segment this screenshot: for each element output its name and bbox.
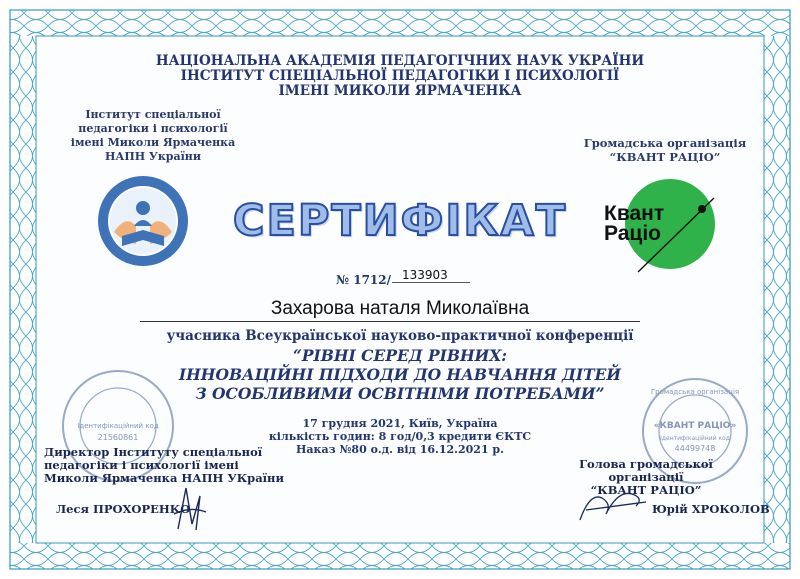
- institute-emblem-icon: [96, 174, 190, 268]
- right-organization: [560, 136, 770, 164]
- recipient-name: Захарова наталя Миколаївна: [270, 298, 530, 319]
- right-stamp-label: Ідентифікаційний код: [660, 435, 730, 442]
- certificate-number-prefix: № 1712/: [336, 273, 392, 287]
- right-org-line-2: “КВАНТ РАЦІО”: [609, 150, 721, 164]
- right-signature-icon: [576, 484, 650, 524]
- conference-line-3: З ОСОБЛИВИМИ ОСВІТНІМИ ПОТРЕБАМИ”: [195, 384, 605, 403]
- left-signatory-line-2: педагогіки і психології імені: [44, 458, 239, 472]
- right-signatory-name: Юрій ХРОКОЛОВ: [652, 502, 770, 516]
- left-signatory-title: [44, 446, 304, 485]
- certificate-title: СЕРТИФІКАТ: [232, 196, 568, 246]
- header-line-2: ІНСТИТУТ СПЕЦІАЛЬНОЇ ПЕДАГОГІКИ І ПСИХОЛОГІЇ: [180, 68, 620, 84]
- left-org-line-4: НАПН України: [104, 150, 202, 163]
- conference-title: [110, 346, 690, 403]
- conference-line-2: ІННОВАЦІЙНІ ПІДХОДИ ДО НАВЧАННЯ ДІТЕЙ: [178, 365, 622, 384]
- right-stamp-name: «КВАНТ РАЦІО»: [653, 421, 737, 431]
- header-line-1: НАЦІОНАЛЬНА АКАДЕМІЯ ПЕДАГОГІЧНИХ НАУК УКРАЇНИ: [155, 53, 645, 69]
- right-org-line-1: Громадська організація: [583, 136, 747, 150]
- left-org-line-1: Інститут спеціальної: [85, 108, 221, 121]
- event-hours: кількість годин: 8 год/0,3 кредити ЄКТС: [268, 430, 532, 443]
- left-signatory-line-3: Миколи Ярмаченка НАПН УКраїни: [44, 471, 284, 485]
- left-signatory-name: Леся ПРОХОРЕНКО: [56, 502, 191, 516]
- left-org-line-3: імені Миколи Ярмаченка: [70, 136, 236, 149]
- event-order: Наказ №80 о.д. від 16.12.2021 р.: [296, 443, 504, 456]
- right-stamp-top: Громадська організація: [650, 388, 740, 396]
- right-signatory-line-2: “КВАНТ РАЦІО”: [590, 483, 702, 497]
- conference-line-1: “РІВНІ СЕРЕД РІВНИХ:: [292, 346, 508, 365]
- participant-subtitle: учасника Всеукраїнської науково-практичної конференції: [166, 328, 634, 344]
- recipient-underline: [140, 321, 640, 322]
- left-signatory-line-1: Директор Інституту спеціальної: [44, 445, 263, 459]
- logo-line-2: Раціо: [604, 222, 661, 245]
- left-org-line-2: педагогіки і психології: [78, 122, 228, 135]
- left-stamp-code: 21560861: [97, 433, 139, 442]
- left-organization: [58, 108, 248, 164]
- logo-line-1: Квант: [604, 202, 665, 225]
- header-line-3: ІМЕНІ МИКОЛИ ЯРМАЧЕНКА: [278, 83, 522, 99]
- event-date: 17 грудня 2021, Київ, Україна: [302, 417, 498, 430]
- certificate-number-value: 133903: [392, 268, 470, 283]
- right-signatory-line-1: Голова громадської організації: [579, 457, 713, 484]
- left-stamp-label: Ідентифікаційний код: [77, 422, 159, 430]
- left-signature-icon: [170, 484, 210, 534]
- header: [150, 54, 650, 99]
- right-stamp-code: 44499748: [674, 444, 716, 453]
